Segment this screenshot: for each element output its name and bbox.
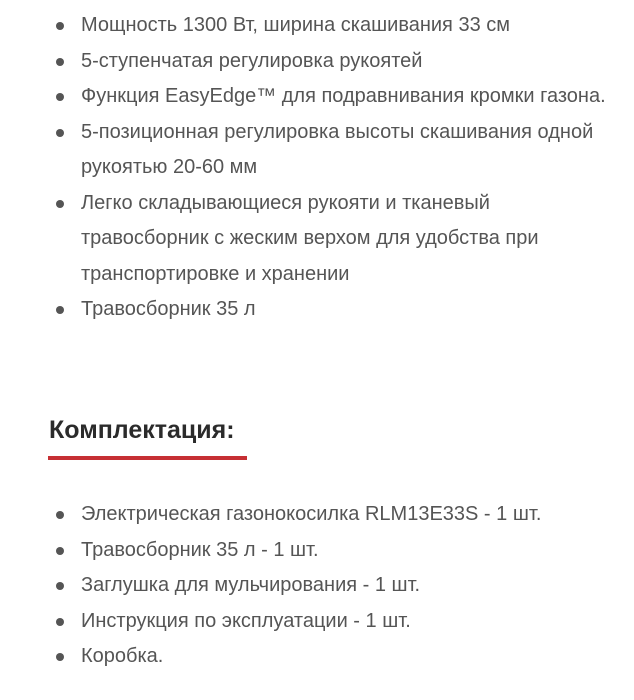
bullet-icon (56, 653, 64, 661)
bullet-icon (56, 582, 64, 590)
feature-item-text: Легко складывающиеся рукояти и тканевый травосборник с жеским верхом для удобства при транспортировке и хранении (81, 191, 539, 285)
bullet-icon (56, 547, 64, 555)
feature-item-text: 5-позиционная регулировка высоты скашивания одной рукоятью 20-60 мм (81, 120, 594, 178)
package-item (50, 533, 620, 569)
package-item (50, 568, 620, 604)
package-item-text: Заглушка для мульчирования - 1 шт. (81, 574, 421, 596)
feature-item-text: Мощность 1300 Вт, ширина скашивания 33 см (81, 14, 510, 36)
package-item-text: Травосборник 35 л - 1 шт. (81, 538, 319, 561)
package-item (50, 497, 620, 533)
bullet-icon (56, 306, 64, 314)
bullet-icon (56, 22, 64, 30)
section-title-package: Комплектация: (49, 416, 235, 444)
feature-list (50, 8, 610, 328)
package-item-text: Коробка. (81, 645, 164, 667)
package-item (50, 604, 620, 640)
package-item-text: Инструкция по эксплуатации - 1 шт. (81, 609, 411, 632)
feature-item-text: Травосборник 35 л (81, 298, 256, 320)
bullet-icon (56, 129, 64, 137)
package-item-text: Электрическая газонокосилка RLM13E33S - 1 шт. (81, 503, 542, 525)
bullet-icon (56, 58, 64, 66)
package-item (50, 639, 620, 675)
bullet-icon (56, 511, 64, 519)
bullet-icon (56, 200, 64, 208)
package-list (50, 497, 620, 675)
feature-item (50, 79, 610, 115)
feature-item (50, 115, 610, 186)
bullet-icon (56, 618, 64, 626)
section-title-underline (48, 456, 247, 460)
bullet-icon (56, 93, 64, 101)
feature-item-text: 5-ступенчатая регулировка рукоятей (81, 49, 423, 72)
feature-item (50, 8, 610, 44)
feature-item (50, 44, 610, 80)
feature-item-text: Функция EasyEdge™ для подравнивания кромки газона. (81, 85, 606, 107)
feature-item (50, 186, 610, 293)
feature-item (50, 292, 610, 328)
